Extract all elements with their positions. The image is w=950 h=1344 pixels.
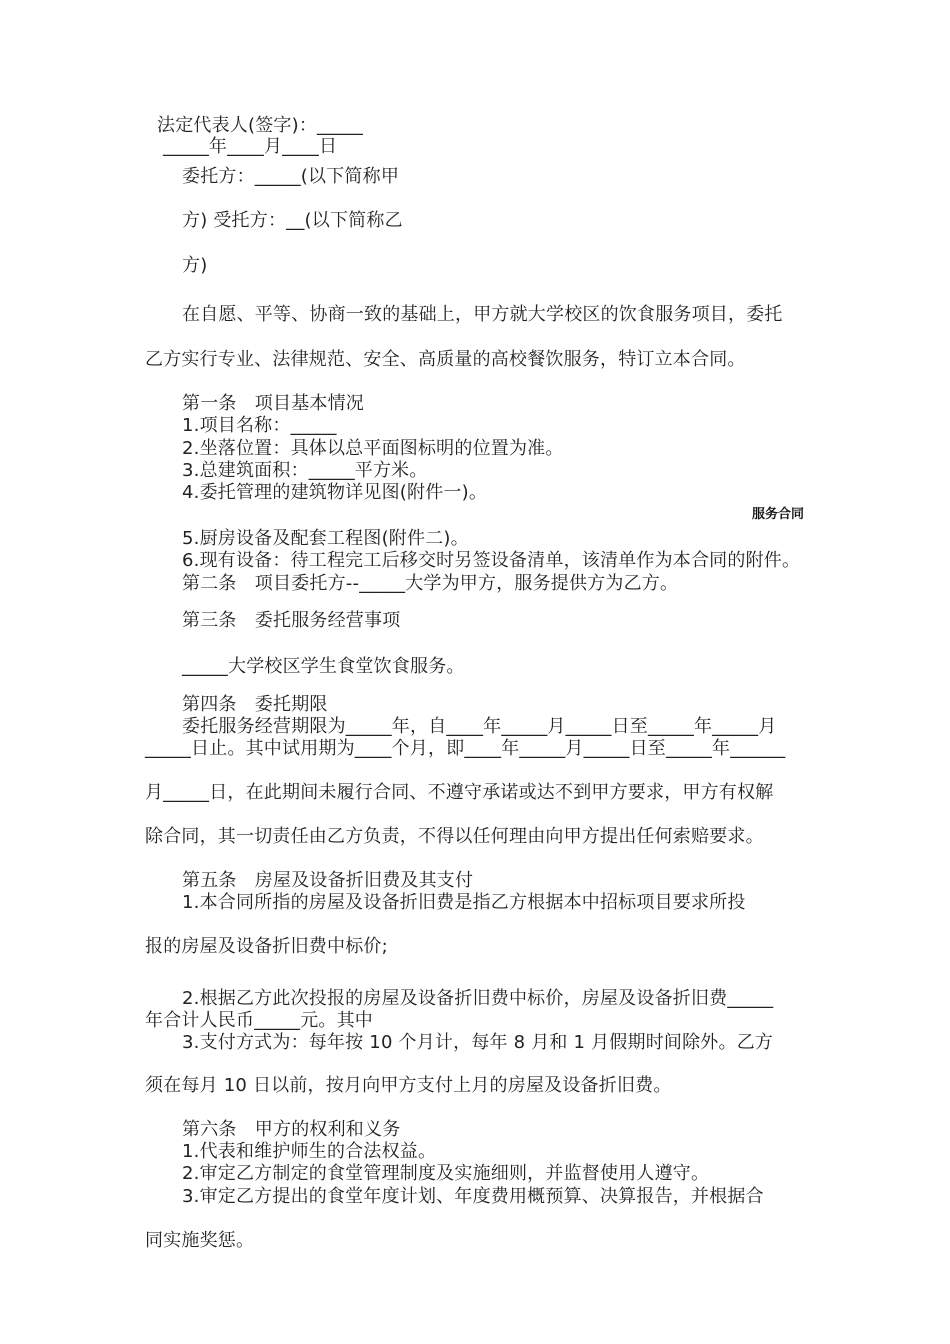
list-item: 1.项目名称：_____ [182,415,337,436]
list-item: 3.支付方式为：每年按 10 个月计，每年 8 月和 1 月假期时间除外。乙方 [182,1032,774,1053]
signature-line: 法定代表人(签字)：_____ [157,115,364,136]
list-item: 2.审定乙方制定的食堂管理制度及实施细则，并监督使用人遵守。 [182,1163,710,1184]
list-item: 6.现有设备：待工程完工后移交时另签设备清单，该清单作为本合同的附件。 [182,550,801,571]
paragraph-line: _____大学校区学生食堂饮食服务。 [182,656,465,677]
paragraph-line: 委托服务经营期限为_____年，自____年_____月_____日至_____年_____月 [182,716,777,737]
article-heading: 第三条 委托服务经营事项 [182,610,401,631]
date-line: _____年____月____日 [163,136,338,157]
paragraph-line: 乙方实行专业、法律规范、安全、高质量的高校餐饮服务，特订立本合同。 [145,349,746,370]
list-item: 1.代表和维护师生的合法权益。 [182,1141,437,1162]
list-item: 3.审定乙方提出的食堂年度计划、年度费用概预算、决算报告，并根据合 [182,1186,764,1207]
paragraph-line: 同实施奖惩。 [145,1230,255,1251]
list-item: 2.根据乙方此次投报的房屋及设备折旧费中标价，房屋及设备折旧费_____ [182,988,774,1009]
article-heading: 第五条 房屋及设备折旧费及其支付 [182,870,474,891]
article-heading: 第二条 项目委托方--_____大学为甲方，服务提供方为乙方。 [182,573,679,594]
article-heading: 第四条 委托期限 [182,694,328,715]
paragraph-line: 须在每月 10 日以前，按月向甲方支付上月的房屋及设备折旧费。 [145,1075,672,1096]
running-header: 服务合同 [752,507,805,522]
list-item: 3.总建筑面积：_____平方米。 [182,460,428,481]
paragraph-line: 年合计人民币_____元。其中 [145,1010,373,1031]
paragraph-line: _____日止。其中试用期为____个月，即____年_____月_____日至_____年______ [145,738,786,759]
paragraph-line: 月_____日，在此期间未履行合同、不遵守承诺或达不到甲方要求，甲方有权解 [145,782,774,803]
list-item: 1.本合同所指的房屋及设备折旧费是指乙方根据本中招标项目要求所投 [182,892,746,913]
list-item: 2.坐落位置：具体以总平面图标明的位置为准。 [182,438,564,459]
paragraph-line: 除合同，其一切责任由乙方负责，不得以任何理由向甲方提出任何索赔要求。 [145,826,764,847]
paragraph-line: 报的房屋及设备折旧费中标价; [145,936,388,957]
paragraph-line: 在自愿、平等、协商一致的基础上，甲方就大学校区的饮食服务项目，委托 [182,304,783,325]
list-item: 5.厨房设备及配套工程图(附件二)。 [182,528,469,549]
article-heading: 第六条 甲方的权利和义务 [182,1119,401,1140]
paragraph-line: 委托方：_____(以下简称甲 [182,166,400,187]
article-heading: 第一条 项目基本情况 [182,393,364,414]
list-item: 4.委托管理的建筑物详见图(附件一)。 [182,482,488,503]
paragraph-line: 方) 受托方：__(以下简称乙 [182,210,403,231]
paragraph-line: 方) [182,255,208,276]
